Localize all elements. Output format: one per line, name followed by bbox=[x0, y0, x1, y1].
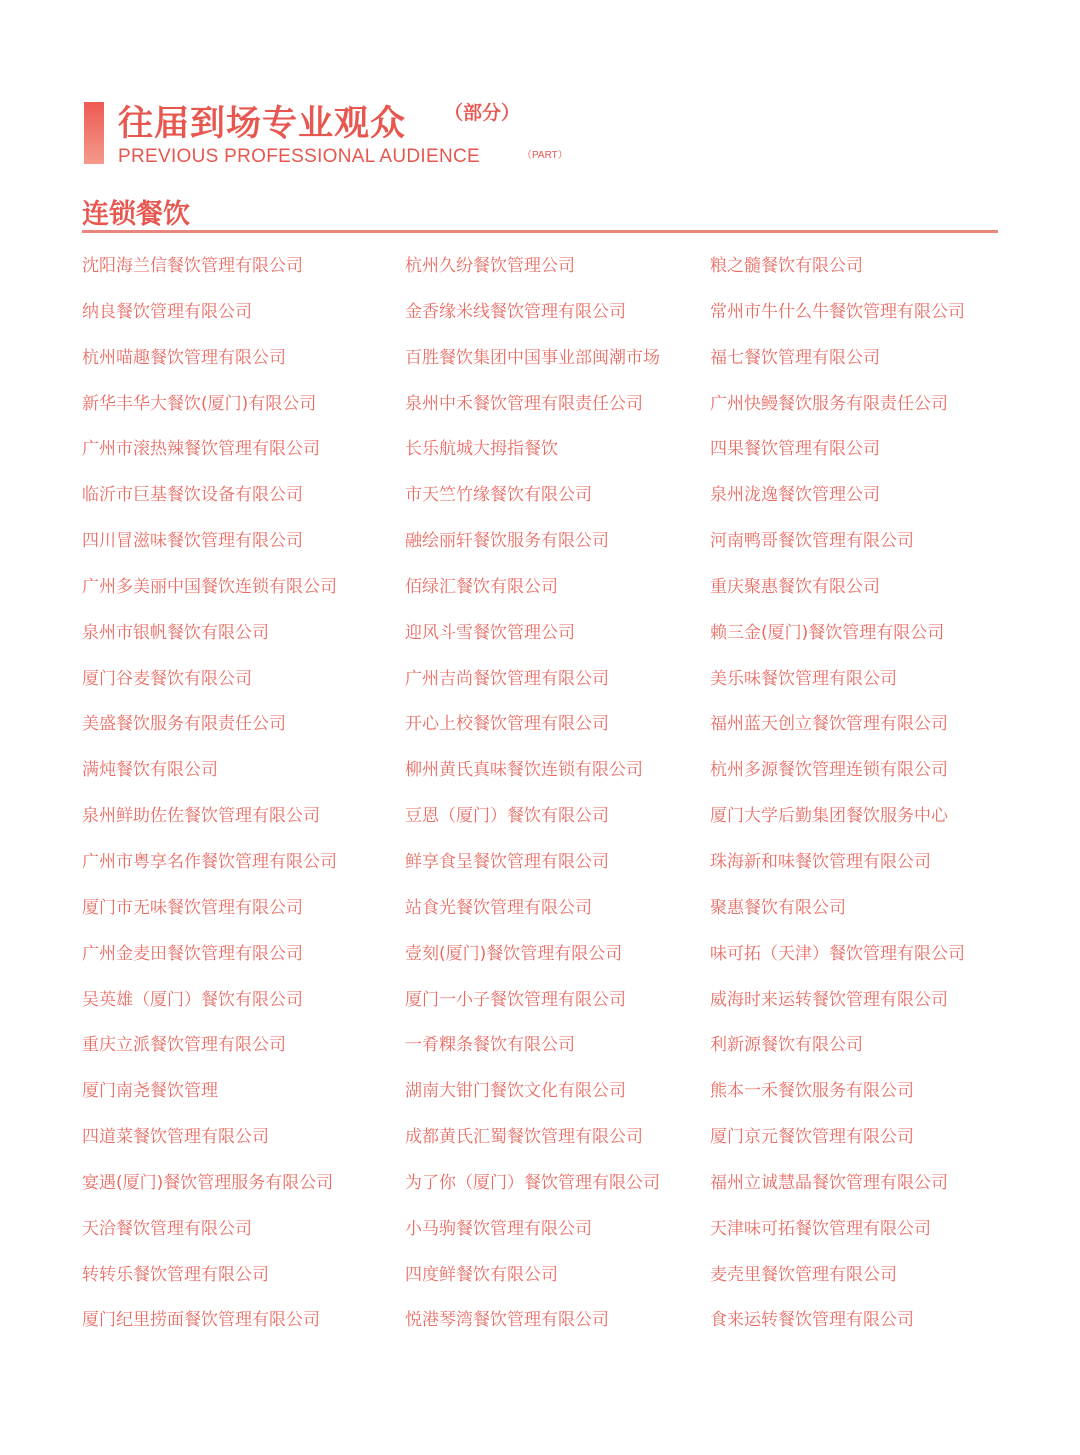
company-name: 福七餐饮管理有限公司 bbox=[710, 347, 880, 368]
company-name: 厦门谷麦餐饮有限公司 bbox=[82, 668, 252, 689]
company-name: 食来运转餐饮管理有限公司 bbox=[710, 1310, 914, 1331]
company-name: 四度鲜餐饮有限公司 bbox=[405, 1264, 558, 1285]
company-name: 豆恩（厦门）餐饮有限公司 bbox=[405, 806, 609, 827]
company-name: 珠海新和味餐饮管理有限公司 bbox=[710, 851, 931, 872]
company-name: 泉州市银帆餐饮有限公司 bbox=[82, 622, 269, 643]
company-name: 临沂市巨基餐饮设备有限公司 bbox=[82, 485, 303, 506]
company-name: 小马驹餐饮管理有限公司 bbox=[405, 1218, 592, 1239]
company-name: 广州多美丽中国餐饮连锁有限公司 bbox=[82, 576, 337, 597]
company-name: 满炖餐饮有限公司 bbox=[82, 760, 218, 781]
company-name: 福州立诚慧晶餐饮管理有限公司 bbox=[710, 1172, 948, 1193]
company-name: 广州吉尚餐饮管理有限公司 bbox=[405, 668, 609, 689]
company-name: 广州市粤享名作餐饮管理有限公司 bbox=[82, 851, 337, 872]
company-name: 麦壳里餐饮管理有限公司 bbox=[710, 1264, 897, 1285]
company-name: 沈阳海兰信餐饮管理有限公司 bbox=[82, 256, 303, 276]
company-name: 美乐味餐饮管理有限公司 bbox=[710, 668, 897, 689]
company-list bbox=[82, 248, 998, 1348]
company-name: 杭州多源餐饮管理连锁有限公司 bbox=[710, 760, 948, 781]
company-name: 泉州中禾餐饮管理有限责任公司 bbox=[405, 393, 643, 414]
company-name: 厦门南尧餐饮管理 bbox=[82, 1081, 218, 1102]
company-name: 泉州泷逸餐饮管理公司 bbox=[710, 485, 880, 506]
page-title: 往届到场专业观众 bbox=[118, 104, 407, 144]
company-name: 四果餐饮管理有限公司 bbox=[710, 439, 880, 460]
company-name: 利新源餐饮有限公司 bbox=[710, 1035, 863, 1056]
company-name: 新华丰华大餐饮(厦门)有限公司 bbox=[82, 393, 317, 414]
company-name: 厦门市无味餐饮管理有限公司 bbox=[82, 897, 303, 918]
company-name: 佰绿汇餐饮有限公司 bbox=[405, 576, 558, 597]
company-name: 福州蓝天创立餐饮管理有限公司 bbox=[710, 714, 948, 735]
company-name: 赖三金(厦门)餐饮管理有限公司 bbox=[710, 622, 945, 643]
company-name: 广州市滚热辣餐饮管理有限公司 bbox=[82, 439, 320, 460]
section-divider bbox=[82, 230, 998, 233]
company-name: 杭州喵趣餐饮管理有限公司 bbox=[82, 347, 286, 368]
company-name: 站食光餐饮管理有限公司 bbox=[405, 897, 592, 918]
page-subtitle: PREVIOUS PROFESSIONAL AUDIENCE bbox=[118, 146, 480, 167]
company-name: 粮之髓餐饮有限公司 bbox=[710, 256, 863, 276]
company-name: 悦港琴湾餐饮管理有限公司 bbox=[405, 1310, 609, 1331]
company-name: 吴英雄（厦门）餐饮有限公司 bbox=[82, 989, 303, 1010]
company-name: 重庆聚惠餐饮有限公司 bbox=[710, 576, 880, 597]
company-name: 威海时来运转餐饮管理有限公司 bbox=[710, 989, 948, 1010]
company-name: 湖南大钳门餐饮文化有限公司 bbox=[405, 1081, 626, 1102]
company-name: 转转乐餐饮管理有限公司 bbox=[82, 1264, 269, 1285]
company-name: 迎风斗雪餐饮管理公司 bbox=[405, 622, 575, 643]
company-name: 味可拓（天津）餐饮管理有限公司 bbox=[710, 943, 965, 964]
company-name: 壹刻(厦门)餐饮管理有限公司 bbox=[405, 943, 623, 964]
company-name: 杭州久纷餐饮管理公司 bbox=[405, 256, 575, 276]
company-name: 百胜餐饮集团中国事业部闽潮市场 bbox=[405, 347, 660, 368]
company-name: 一肴粿条餐饮有限公司 bbox=[405, 1035, 575, 1056]
company-name: 市天竺竹缘餐饮有限公司 bbox=[405, 485, 592, 506]
company-name: 泉州鲜助佐佐餐饮管理有限公司 bbox=[82, 806, 320, 827]
company-name: 熊本一禾餐饮服务有限公司 bbox=[710, 1081, 914, 1102]
company-name: 厦门京元餐饮管理有限公司 bbox=[710, 1127, 914, 1148]
company-name: 融绘丽轩餐饮服务有限公司 bbox=[405, 531, 609, 552]
company-name: 长乐航城大拇指餐饮 bbox=[405, 439, 558, 460]
company-name: 四川冒滋味餐饮管理有限公司 bbox=[82, 531, 303, 552]
company-name: 河南鸭哥餐饮管理有限公司 bbox=[710, 531, 914, 552]
company-name: 成都黄氏汇蜀餐饮管理有限公司 bbox=[405, 1127, 643, 1148]
page-header bbox=[84, 100, 984, 166]
company-name: 柳州黄氏真味餐饮连锁有限公司 bbox=[405, 760, 643, 781]
company-name: 宴遇(厦门)餐饮管理服务有限公司 bbox=[82, 1172, 334, 1193]
company-name: 为了你（厦门）餐饮管理有限公司 bbox=[405, 1172, 660, 1193]
page-subtitle-suffix: （PART） bbox=[522, 150, 568, 161]
company-name: 纳良餐饮管理有限公司 bbox=[82, 301, 252, 322]
company-name: 厦门大学后勤集团餐饮服务中心 bbox=[710, 806, 948, 827]
company-name: 鲜享食呈餐饮管理有限公司 bbox=[405, 851, 609, 872]
company-name: 重庆立派餐饮管理有限公司 bbox=[82, 1035, 286, 1056]
company-name: 厦门纪里捞面餐饮管理有限公司 bbox=[82, 1310, 320, 1331]
section-title: 连锁餐饮 bbox=[82, 199, 190, 230]
company-name: 四道菜餐饮管理有限公司 bbox=[82, 1127, 269, 1148]
company-name: 聚惠餐饮有限公司 bbox=[710, 897, 846, 918]
page-title-suffix: （部分） bbox=[444, 102, 521, 124]
header-accent-bar bbox=[84, 102, 104, 164]
company-name: 金香缘米线餐饮管理有限公司 bbox=[405, 301, 626, 322]
company-name: 天津味可拓餐饮管理有限公司 bbox=[710, 1218, 931, 1239]
company-name: 厦门一小子餐饮管理有限公司 bbox=[405, 989, 626, 1010]
company-name: 美盛餐饮服务有限责任公司 bbox=[82, 714, 286, 735]
company-name: 开心上校餐饮管理有限公司 bbox=[405, 714, 609, 735]
company-name: 天洽餐饮管理有限公司 bbox=[82, 1218, 252, 1239]
company-name: 常州市牛什么牛餐饮管理有限公司 bbox=[710, 301, 965, 322]
company-name: 广州快鳗餐饮服务有限责任公司 bbox=[710, 393, 948, 414]
company-name: 广州金麦田餐饮管理有限公司 bbox=[82, 943, 303, 964]
